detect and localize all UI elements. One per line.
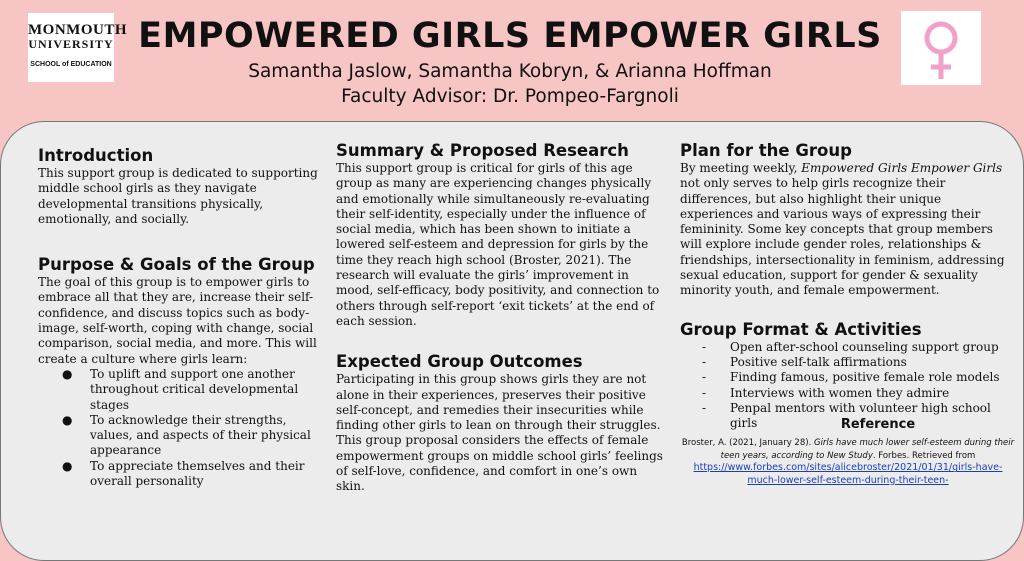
dash-marker: - bbox=[702, 400, 707, 415]
poster-advisor: Faculty Advisor: Dr. Pompeo-Fargnoli bbox=[341, 86, 679, 107]
list-item bbox=[38, 367, 328, 413]
format-section bbox=[680, 320, 1016, 432]
outcomes-section bbox=[336, 352, 664, 494]
plan-text-end: not only serves to help girls recognize their differences, but also highlight their unique experiences and various ways of expressing their femininity. Some key concepts that group members will explore include gender roles, relationships & friendships, intersectionality in feminism, addressing sexual education, support for gender & sexuality minority youth, and female empowerment. bbox=[680, 176, 1005, 298]
purpose-heading: Purpose & Goals of the Group bbox=[38, 255, 315, 275]
column-left bbox=[38, 146, 328, 489]
list-item bbox=[680, 401, 1016, 432]
introduction-section bbox=[38, 146, 328, 227]
plan-text bbox=[680, 161, 1016, 299]
list-item bbox=[680, 370, 1016, 385]
summary-heading: Summary & Proposed Research bbox=[336, 141, 629, 160]
purpose-list bbox=[38, 367, 328, 489]
list-item-text: Positive self-talk affirmations bbox=[730, 354, 907, 369]
bullet-marker: ● bbox=[62, 412, 73, 427]
dash-marker: - bbox=[702, 354, 707, 369]
list-item bbox=[680, 386, 1016, 401]
list-item bbox=[38, 459, 328, 490]
purpose-section bbox=[38, 255, 328, 489]
outcomes-heading: Expected Group Outcomes bbox=[336, 352, 583, 372]
plan-heading: Plan for the Group bbox=[680, 141, 852, 160]
female-symbol-icon bbox=[901, 11, 981, 85]
reference-source: . Forbes. Retrieved from bbox=[872, 450, 976, 461]
format-list bbox=[680, 340, 1016, 432]
plan-section bbox=[680, 141, 1016, 299]
female-symbol-box bbox=[901, 11, 981, 85]
introduction-text: This support group is dedicated to supporting middle school girls as they navigate developmental transitions physically, emotionally, and socially. bbox=[38, 166, 318, 226]
logo-line-3: SCHOOL of EDUCATION bbox=[30, 61, 112, 68]
bullet-marker: ● bbox=[62, 458, 73, 473]
list-item bbox=[680, 355, 1016, 370]
list-item bbox=[680, 340, 1016, 355]
list-item-text: Penpal mentors with volunteer high school girls bbox=[730, 400, 991, 431]
column-middle bbox=[336, 141, 664, 495]
dash-marker: - bbox=[702, 385, 707, 400]
list-item bbox=[38, 413, 328, 459]
summary-text: This support group is critical for girls of this age group as many are experiencing changes physically and emotionally while simultaneously re-evaluating their self-identity, especially under the influence of social media, which has been shown to initiate a lowered self-esteem and depression for girls by the time they reach high school (Broster, 2021). The research will evaluate the girls’ improvement in mood, self-efficacy, body positivity, and connection to others through self-report ‘exit tickets’ at the end of each session. bbox=[336, 161, 660, 328]
purpose-text: The goal of this group is to empower girls to embrace all that they are, increase their self-confidence, and discuss topics such as body-image, self-worth, coping with change, social comparison, social media, and more. This will create a culture where girls learn: bbox=[38, 275, 317, 366]
logo-line-1: MONMOUTH bbox=[28, 22, 127, 38]
logo-line-2: UNIVERSITY bbox=[28, 37, 114, 51]
outcomes-text: Participating in this group shows girls they are not alone in their experiences, preserves their positive self-concept, and remedies their insecurities while finding other girls to lean on through their struggles. This group proposal considers the effects of female empowerment groups on middle school girls’ feelings of self-love, confidence, and comfort in one’s own skin. bbox=[336, 372, 663, 494]
list-item-text: To uplift and support one another throughout critical developmental stages bbox=[90, 366, 299, 412]
reference-author: Broster, A. (2021, January 28). bbox=[681, 438, 814, 449]
reference-link[interactable]: https://www.forbes.com/sites/alicebroster/2021/01/31/girls-have-much-lower-self-esteem-during-their-teen- bbox=[693, 462, 1003, 486]
introduction-heading: Introduction bbox=[38, 146, 154, 165]
bullet-marker: ● bbox=[62, 366, 73, 381]
format-heading: Group Format & Activities bbox=[680, 319, 922, 339]
reference-heading: Reference bbox=[840, 417, 916, 433]
poster-title: EMPOWERED GIRLS EMPOWER GIRLS bbox=[138, 16, 882, 56]
monmouth-university-logo bbox=[28, 13, 127, 82]
list-item-text: Interviews with women they admire bbox=[730, 385, 950, 400]
reference-article: Girls have much lower self-esteem during their teen years, according to New Study bbox=[720, 438, 1015, 461]
list-item-text: Finding famous, positive female role models bbox=[730, 370, 1000, 385]
list-item-text: To appreciate themselves and their overall personality bbox=[90, 458, 305, 489]
column-right bbox=[680, 141, 1016, 487]
summary-section bbox=[336, 141, 664, 329]
list-item-text: Open after-school counseling support group bbox=[730, 339, 999, 354]
plan-group-name: Empowered Girls Empower Girls bbox=[801, 161, 1003, 175]
poster-authors: Samantha Jaslow, Samantha Kobryn, & Arianna Hoffman bbox=[248, 61, 772, 82]
dash-marker: - bbox=[702, 370, 707, 385]
dash-marker: - bbox=[702, 339, 707, 354]
plan-text-start: By meeting weekly, bbox=[680, 161, 802, 175]
reference-citation bbox=[680, 437, 1016, 487]
list-item-text: To acknowledge their strengths, values, and aspects of their physical appearance bbox=[90, 412, 311, 458]
